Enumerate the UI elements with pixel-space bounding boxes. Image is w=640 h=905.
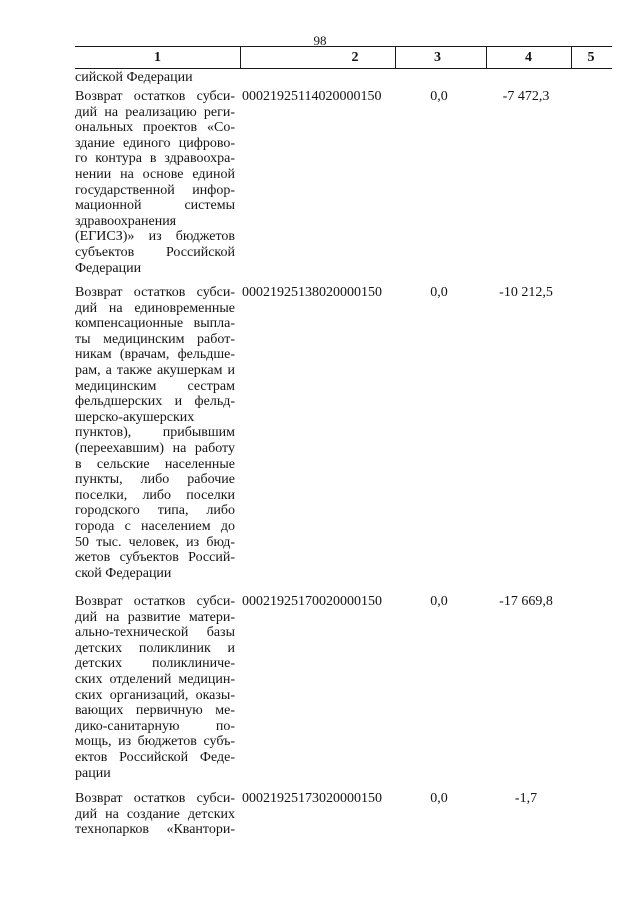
desc-line: го контура в здравоохра- [75,151,235,167]
row-4-code: 00021925173020000150 [242,791,382,806]
row-4-col4: -1,7 [514,791,538,806]
desc-line: Возврат остатков субси- [75,89,235,104]
header-divider-1 [240,46,241,69]
header-col-2: 2 [351,50,359,65]
desc-line: (ЕГИСЗ)» из бюджетов [75,229,235,245]
desc-line: ты медицинским работ- [75,331,235,347]
desc-line: жетов субъектов Россий- [75,550,235,566]
desc-line: здравоохранения [75,213,177,229]
header-divider-4 [571,46,572,69]
desc-line: ектов Российской Феде- [75,749,235,765]
desc-line: 50 тыс. человек, из бюд- [75,534,235,550]
desc-line: ских организаций, оказы- [75,687,235,703]
desc-line: вающих первичную ме- [75,703,235,719]
desc-line: ально-технической базы [75,625,235,641]
desc-line: Возврат остатков субси- [75,791,235,806]
desc-line: города с населением до [75,518,235,534]
header-col-4: 4 [525,50,532,65]
row-1-col3: 0,0 [430,89,448,104]
desc-line: здание единого цифрово- [75,135,235,151]
row-2-description [75,285,235,581]
desc-line: в сельские населенные [75,456,235,472]
row-3-col3: 0,0 [430,594,448,609]
desc-line: поселки, либо поселки [75,487,235,503]
desc-line: мощь, из бюджетов субъ- [75,734,235,750]
row-4-col3: 0,0 [430,791,448,806]
desc-line: детских поликлиник и [75,640,235,656]
row-3-description [75,594,235,781]
desc-line: медицинским сестрам [75,378,235,394]
desc-line: детских поликлиниче- [75,656,235,672]
desc-line: ских отделений медицин- [75,671,235,687]
desc-line: шерско-акушерских [75,409,195,425]
desc-line: фельдшерских и фельд- [75,394,235,410]
desc-line: дий на реализацию реги- [75,104,235,120]
row-1-code: 00021925114020000150 [242,89,382,104]
header-divider-3 [486,46,487,69]
desc-line: пунктов), прибывшим [75,425,235,441]
desc-line: рации [75,765,111,781]
desc-line: субъектов Российской [75,244,235,260]
desc-line: Федерации [75,260,142,276]
desc-line: Возврат остатков субси- [75,594,235,609]
table-header [75,46,612,69]
desc-line: дико-санитарную по- [75,718,235,734]
desc-line: государственной инфор- [75,182,235,198]
continuation-line: сийской Федерации [75,70,193,85]
row-2-code: 00021925138020000150 [242,285,382,300]
continuation-text [75,70,235,86]
desc-line: никам (врачам, фельдше- [75,347,235,363]
desc-line: дий на единовременные [75,300,235,316]
row-1-col4: -7 472,3 [502,89,550,104]
desc-line: ональных проектов «Со- [75,120,235,136]
row-3-col4: -17 669,8 [499,594,553,609]
desc-line: ской Федерации [75,565,172,581]
row-1-description [75,89,235,276]
desc-line: пункты, либо рабочие [75,472,235,488]
desc-line: городского типа, либо [75,503,235,519]
desc-line: (переехавшим) на работу [75,440,235,456]
header-col-1: 1 [154,50,161,65]
desc-line: нении на основе единой [75,166,235,182]
desc-line: технопарков «Квантори- [75,822,235,838]
header-col-5: 5 [587,50,595,65]
header-col-3: 3 [434,50,441,65]
header-divider-2 [395,46,396,69]
desc-line: дий на создание детских [75,806,235,822]
desc-line: Возврат остатков субси- [75,285,235,300]
desc-line: рам, а также акушеркам и [75,362,235,378]
row-4-description [75,791,235,838]
row-3-code: 00021925170020000150 [242,594,382,609]
row-2-col4: -10 212,5 [499,285,553,300]
row-2-col3: 0,0 [430,285,448,300]
page-number: 98 [313,33,327,48]
desc-line: дий на развитие матери- [75,609,235,625]
desc-line: компенсационные выпла- [75,316,235,332]
desc-line: мационной системы [75,198,235,214]
